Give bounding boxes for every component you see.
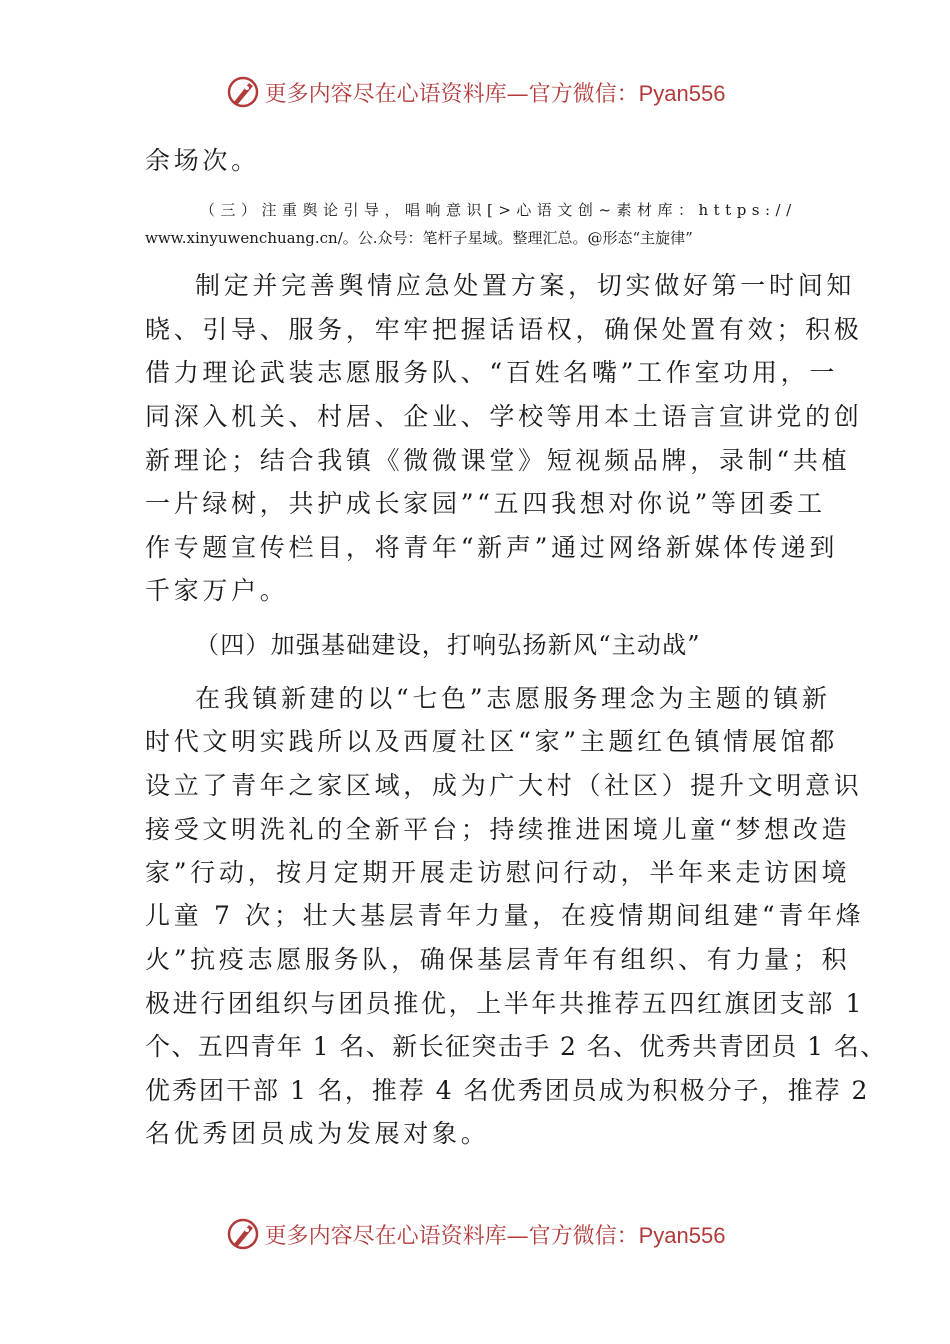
paragraph-2-line: 个、五四青年 1 名、新长征突击手 2 名、优秀共青团员 1 名、 [145,1032,887,1061]
pen-nib-logo-icon [225,74,261,110]
paragraph-1-line: 同深入机关、村居、企业、学校等用本土语言宣讲党的创 [145,402,863,431]
source-note-line-1: （三）注重舆论引导，唱响意识[>心语文创~素材库：https:// [200,201,797,219]
paragraph-1-line: 制定并完善舆情应急处置方案，切实做好第一时间知 [195,271,856,300]
section-heading-4: （四）加强基础建设，打响弘扬新风“主动战” [195,631,701,659]
source-note-line-2: www.xinyuwenchuang.cn/。公.众号：笔杆子星域。整理汇总。@形态“主旋律” [145,229,693,247]
paragraph-2-line: 极进行团组织与团员推优，上半年共推荐五四红旗团支部 1 [145,989,865,1018]
banner-text: 更多内容尽在心语资料库—官方微信：Pyan556 [264,1222,726,1249]
paragraph-2-line: 在我镇新建的以“七色”志愿服务理念为主题的镇新 [195,684,831,713]
continuation-line: 余场次。 [145,146,260,175]
wechat-id: Pyan556 [638,80,726,106]
paragraph-1-line: 一片绿树，共护成长家园”“五四我想对你说”等团委工 [145,489,826,518]
footer-banner [0,1214,950,1254]
paragraph-1-line: 作专题宣传栏目，将青年“新声”通过网络新媒体传递到 [145,533,839,562]
paragraph-1-line: 新理论；结合我镇《微微课堂》短视频品牌，录制“共植 [145,446,851,475]
paragraph-2-line: 优秀团干部 1 名，推荐 4 名优秀团员成为积极分子，推荐 2 [145,1076,870,1105]
wechat-id: Pyan556 [638,1222,726,1248]
paragraph-2-line: 时代文明实践所以及西厦社区“家”主题红色镇情展馆都 [145,727,839,756]
paragraph-2-line: 儿童 7 次；壮大基层青年力量，在疫情期间组建“青年烽 [145,901,865,930]
header-banner [0,72,950,112]
paragraph-2-line: 火”抗疫志愿服务队，确保基层青年有组织、有力量；积 [145,945,851,974]
paragraph-2-line: 家”行动，按月定期开展走访慰问行动，半年来走访困境 [145,858,851,887]
banner-text: 更多内容尽在心语资料库—官方微信：Pyan556 [264,80,726,107]
paragraph-1-line: 借力理论武装志愿服务队、“百姓名嘴”工作室功用，一 [145,358,839,387]
paragraph-2-line: 名优秀团员成为发展对象。 [145,1119,490,1148]
paragraph-1-line: 晓、引导、服务，牢牢把握话语权，确保处置有效；积极 [145,315,863,344]
pen-nib-logo-icon [225,1216,261,1252]
paragraph-2-line: 接受文明洗礼的全新平台；持续推进困境儿童“梦想改造 [145,815,851,844]
paragraph-1-line: 千家万户。 [145,576,289,605]
paragraph-2-line: 设立了青年之家区域，成为广大村（社区）提升文明意识 [145,771,863,800]
